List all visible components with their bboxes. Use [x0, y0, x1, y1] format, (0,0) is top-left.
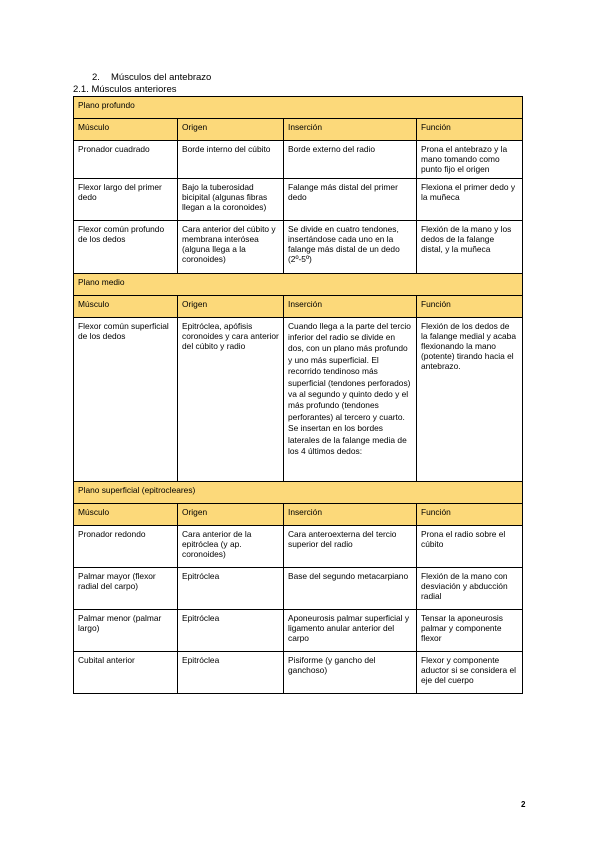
- section-heading: [92, 72, 211, 83]
- column-header-row: [74, 295, 523, 317]
- table-row: [74, 651, 523, 693]
- column-header-insertion: Inserción: [284, 503, 417, 525]
- page-number: 2: [521, 800, 526, 809]
- cell-function: Prona el radio sobre el cúbito: [417, 525, 523, 567]
- table-row: [74, 178, 523, 220]
- column-header-row: [74, 503, 523, 525]
- plane-header-row: [74, 481, 523, 503]
- plane-title: Plano profundo: [74, 97, 523, 119]
- cell-origin: Epitróclea, apófisis coronoides y cara anterior del cúbito y radio: [178, 317, 284, 481]
- section-title-text: Músculos del antebrazo: [111, 72, 212, 83]
- table-row: [74, 141, 523, 179]
- table-row: [74, 317, 523, 481]
- cell-function: Flexión de la mano y los dedos de la falange distal, y la muñeca: [417, 220, 523, 273]
- cell-origin: Epitróclea: [178, 567, 284, 609]
- plane-title: Plano superficial (epitrocleares): [74, 481, 523, 503]
- column-header-origin: Origen: [178, 503, 284, 525]
- section-number: 2.: [92, 72, 100, 83]
- column-header-muscle: Músculo: [74, 295, 178, 317]
- muscles-table: [73, 96, 523, 694]
- column-header-insertion: Inserción: [284, 119, 417, 141]
- cell-muscle: Pronador cuadrado: [74, 141, 178, 179]
- cell-function: Flexor y componente aductor si se considera el eje del cuerpo: [417, 651, 523, 693]
- cell-insertion: Se divide en cuatro tendones, insertándose cada uno en la falange más distal de un dedo (2º-5º): [284, 220, 417, 273]
- column-header-origin: Origen: [178, 119, 284, 141]
- cell-function: Tensar la aponeurosis palmar y componente flexor: [417, 609, 523, 651]
- plane-title: Plano medio: [74, 273, 523, 295]
- column-header-function: Función: [417, 503, 523, 525]
- cell-muscle: Palmar menor (palmar largo): [74, 609, 178, 651]
- cell-insertion: Aponeurosis palmar superficial y ligamento anular anterior del carpo: [284, 609, 417, 651]
- column-header-muscle: Músculo: [74, 119, 178, 141]
- cell-insertion: Pisiforme (y gancho del ganchoso): [284, 651, 417, 693]
- cell-origin: Epitróclea: [178, 609, 284, 651]
- column-header-function: Función: [417, 119, 523, 141]
- cell-origin: Bajo la tuberosidad bicipital (algunas fibras llegan a la coronoides): [178, 178, 284, 220]
- plane-header-row: [74, 273, 523, 295]
- table-row: [74, 567, 523, 609]
- cell-muscle: Cubital anterior: [74, 651, 178, 693]
- column-header-origin: Origen: [178, 295, 284, 317]
- table-row: [74, 525, 523, 567]
- cell-insertion: Base del segundo metacarpiano: [284, 567, 417, 609]
- cell-insertion: Falange más distal del primer dedo: [284, 178, 417, 220]
- plane-header-row: [74, 97, 523, 119]
- column-header-row: [74, 119, 523, 141]
- cell-origin: Cara anterior del cúbito y membrana interósea (alguna llega a la coronoides): [178, 220, 284, 273]
- cell-origin: Epitróclea: [178, 651, 284, 693]
- cell-insertion: Borde externo del radio: [284, 141, 417, 179]
- cell-muscle: Flexor común superficial de los dedos: [74, 317, 178, 481]
- cell-origin: Borde interno del cúbito: [178, 141, 284, 179]
- cell-insertion: Cuando llega a la parte del tercio inferior del radio se divide en dos, con un plano más profundo y uno más superficial. El recorrido tendinoso más superficial (tendones perforados) va al segundo y quinto dedo y el más profundo (tendones perforantes) al tercero y cuarto. Se insertan en los bordes laterales de la falange media de los 4 últimos dedos:: [284, 317, 417, 481]
- column-header-muscle: Músculo: [74, 503, 178, 525]
- cell-function: Flexión de la mano con desviación y abducción radial: [417, 567, 523, 609]
- column-header-function: Función: [417, 295, 523, 317]
- cell-insertion: Cara anteroexterna del tercio superior del radio: [284, 525, 417, 567]
- cell-function: Prona el antebrazo y la mano tomando como punto fijo el origen: [417, 141, 523, 179]
- column-header-insertion: Inserción: [284, 295, 417, 317]
- cell-function: Flexiona el primer dedo y la muñeca: [417, 178, 523, 220]
- table-row: [74, 220, 523, 273]
- cell-function: Flexión de los dedos de la falange medial y acaba flexionando la mano (potente) tirando hacia el antebrazo.: [417, 317, 523, 481]
- table-row: [74, 609, 523, 651]
- cell-muscle: Flexor largo del primer dedo: [74, 178, 178, 220]
- cell-muscle: Flexor común profundo de los dedos: [74, 220, 178, 273]
- cell-muscle: Pronador redondo: [74, 525, 178, 567]
- cell-muscle: Palmar mayor (flexor radial del carpo): [74, 567, 178, 609]
- subsection-heading: 2.1. Músculos anteriores: [73, 84, 177, 95]
- cell-origin: Cara anterior de la epitróclea (y ap. coronoides): [178, 525, 284, 567]
